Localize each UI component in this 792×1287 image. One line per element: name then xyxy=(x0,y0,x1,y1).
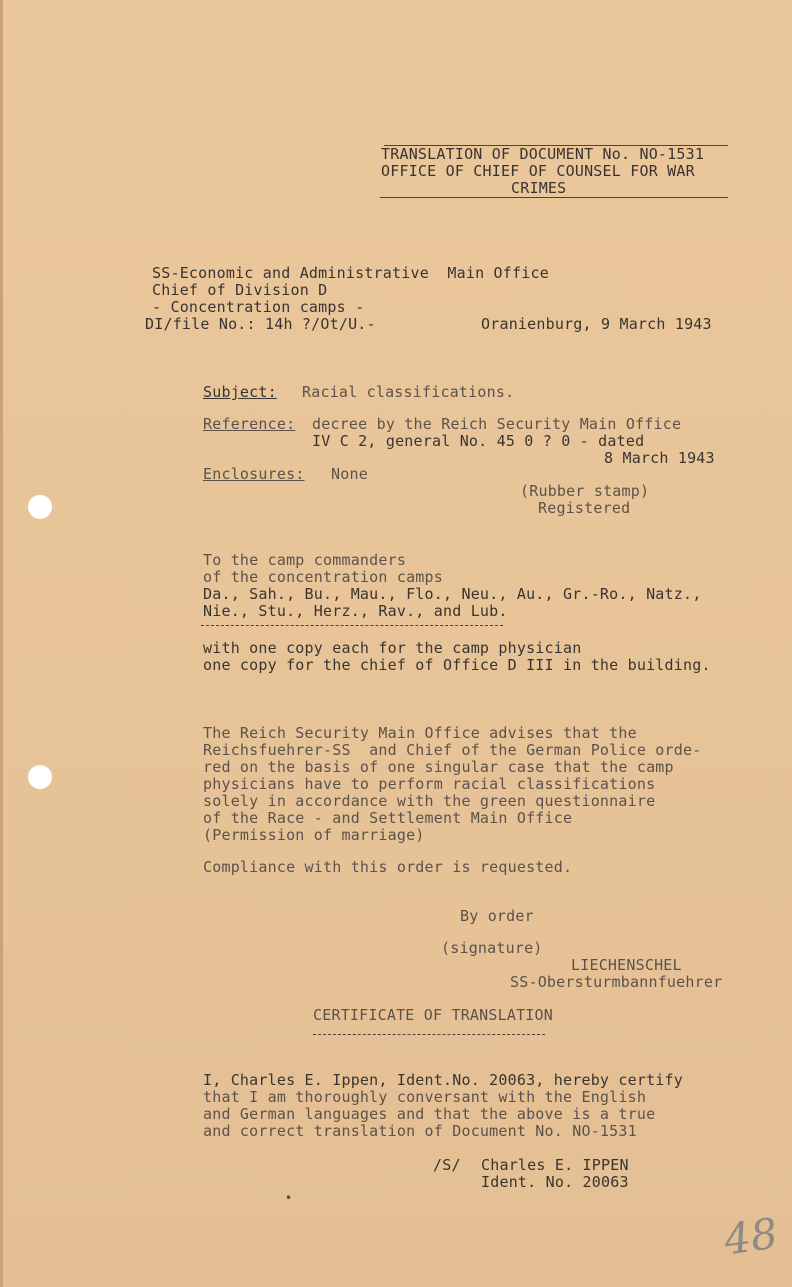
translator-sig-name: Charles E. IPPEN xyxy=(481,1156,629,1174)
copies-line-2: one copy for the chief of Office D III in the building. xyxy=(203,656,711,674)
subject-label: Subject: xyxy=(203,383,277,401)
certificate-title-rule xyxy=(313,1034,545,1035)
handwritten-page-number: 48 xyxy=(720,1208,781,1265)
file-number: DI/file No.: 14h ?/Ot/U.- xyxy=(145,315,376,333)
punch-hole-top xyxy=(28,495,52,519)
body-line-3: red on the basis of one singular case that the camp xyxy=(203,758,674,776)
body-line-4: physicians have to perform racial classifications xyxy=(203,775,656,793)
addressee-line-3: Da., Sah., Bu., Mau., Flo., Neu., Au., Gr.-Ro., Natz., xyxy=(203,585,702,603)
header-line-3: CRIMES xyxy=(511,179,567,197)
by-order: By order xyxy=(460,907,534,925)
page-edge xyxy=(0,0,3,1287)
header-line-2: OFFICE OF CHIEF OF COUNSEL FOR WAR xyxy=(381,162,695,180)
certificate-line-4: and correct translation of Document No. NO-1531 xyxy=(203,1122,637,1140)
addressee-line-1: To the camp commanders xyxy=(203,551,407,569)
subject-text: Racial classifications. xyxy=(302,383,515,401)
reference-line-3: 8 March 1943 xyxy=(604,449,715,467)
certificate-line-2: that I am thoroughly conversant with the English xyxy=(203,1088,647,1106)
enclosures-label: Enclosures: xyxy=(203,465,305,483)
reference-line-2: IV C 2, general No. 45 0 ? 0 - dated xyxy=(312,432,645,450)
addressee-divider xyxy=(201,625,503,626)
signature-note: (signature) xyxy=(441,939,543,957)
registered-note: Registered xyxy=(538,499,631,517)
body-line-1: The Reich Security Main Office advises that the xyxy=(203,724,637,742)
place-date: Oranienburg, 9 March 1943 xyxy=(481,315,712,333)
sender-line-1: SS-Economic and Administrative Main Office xyxy=(152,264,549,282)
body-line-5: solely in accordance with the green questionnaire xyxy=(203,792,656,810)
enclosures-text: None xyxy=(331,465,368,483)
addressee-line-2: of the concentration camps xyxy=(203,568,443,586)
sender-line-2: Chief of Division D xyxy=(152,281,328,299)
body-line-2: Reichsfuehrer-SS and Chief of the German Police orde- xyxy=(203,741,702,759)
rubber-stamp-note: (Rubber stamp) xyxy=(520,482,650,500)
punch-hole-bottom xyxy=(28,765,52,789)
compliance-line: Compliance with this order is requested. xyxy=(203,858,573,876)
certificate-line-1: I, Charles E. Ippen, Ident.No. 20063, hereby certify xyxy=(203,1071,683,1089)
body-line-7: (Permission of marriage) xyxy=(203,826,425,844)
translator-ident: Ident. No. 20063 xyxy=(481,1173,629,1191)
body-line-6: of the Race - and Settlement Main Office xyxy=(203,809,573,827)
header-line-1: TRANSLATION OF DOCUMENT No. NO-1531 xyxy=(381,145,705,163)
ink-mark: • xyxy=(285,1191,293,1205)
reference-label: Reference: xyxy=(203,415,296,433)
translator-sig-prefix: /S/ xyxy=(433,1156,461,1174)
sender-line-3: - Concentration camps - xyxy=(152,298,365,316)
signer-rank: SS-Obersturmbannfuehrer xyxy=(510,973,723,991)
copies-line-1: with one copy each for the camp physician xyxy=(203,639,582,657)
addressee-line-4: Nie., Stu., Herz., Rav., and Lub. xyxy=(203,602,508,620)
header-bottom-rule xyxy=(380,197,728,198)
reference-line-1: decree by the Reich Security Main Office xyxy=(312,415,682,433)
certificate-line-3: and German languages and that the above is a true xyxy=(203,1105,656,1123)
signer-name: LIECHENSCHEL xyxy=(571,956,682,974)
certificate-title: CERTIFICATE OF TRANSLATION xyxy=(313,1006,553,1024)
